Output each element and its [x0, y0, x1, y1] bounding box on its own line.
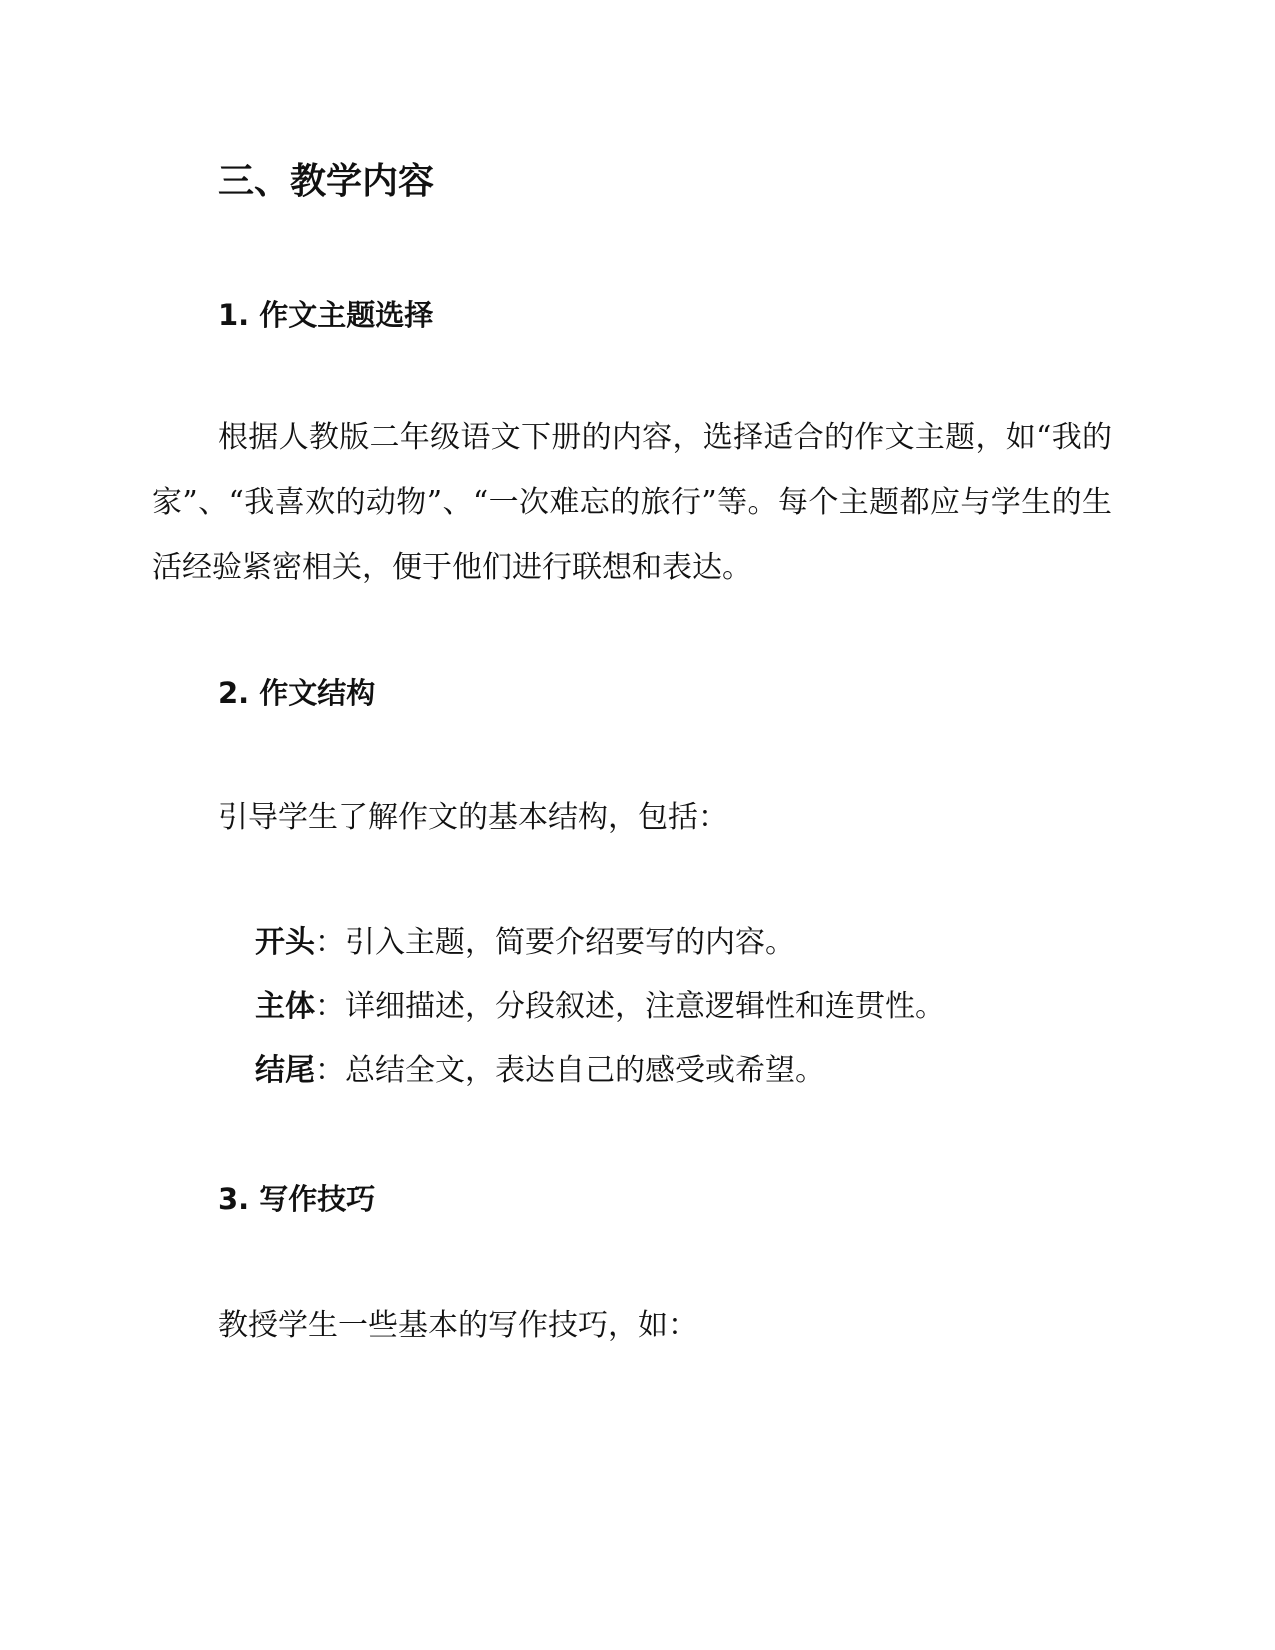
structure-item-opening [255, 923, 795, 963]
subsection-heading-techniques: 3. 写作技巧 [218, 1182, 376, 1216]
structure-item-desc: ：引入主题，简要介绍要写的内容。 [315, 925, 795, 960]
topic-paragraph: 根据人教版二年级语文下册的内容，选择适合的作文主题，如“我的家”、“我喜欢的动物”、“一次难忘的旅行”等。每个主题都应与学生的生活经验紧密相关，便于他们进行联想和表达。 [152, 420, 1112, 585]
structure-item-body [255, 987, 945, 1027]
techniques-intro: 教授学生一些基本的写作技巧，如： [218, 1308, 698, 1343]
section-title: 三、教学内容 [218, 161, 435, 202]
structure-item-desc: ：总结全文，表达自己的感受或希望。 [315, 1053, 825, 1088]
structure-item-ending [255, 1051, 825, 1091]
structure-item-term: 开头 [255, 925, 315, 960]
structure-item-desc: ：详细描述，分段叙述，注意逻辑性和连贯性。 [315, 989, 945, 1024]
structure-item-term: 主体 [255, 989, 315, 1024]
structure-intro: 引导学生了解作文的基本结构，包括： [218, 800, 728, 835]
subsection-heading-structure: 2. 作文结构 [218, 676, 376, 710]
structure-item-term: 结尾 [255, 1053, 315, 1088]
subsection-heading-topic: 1. 作文主题选择 [218, 298, 434, 332]
